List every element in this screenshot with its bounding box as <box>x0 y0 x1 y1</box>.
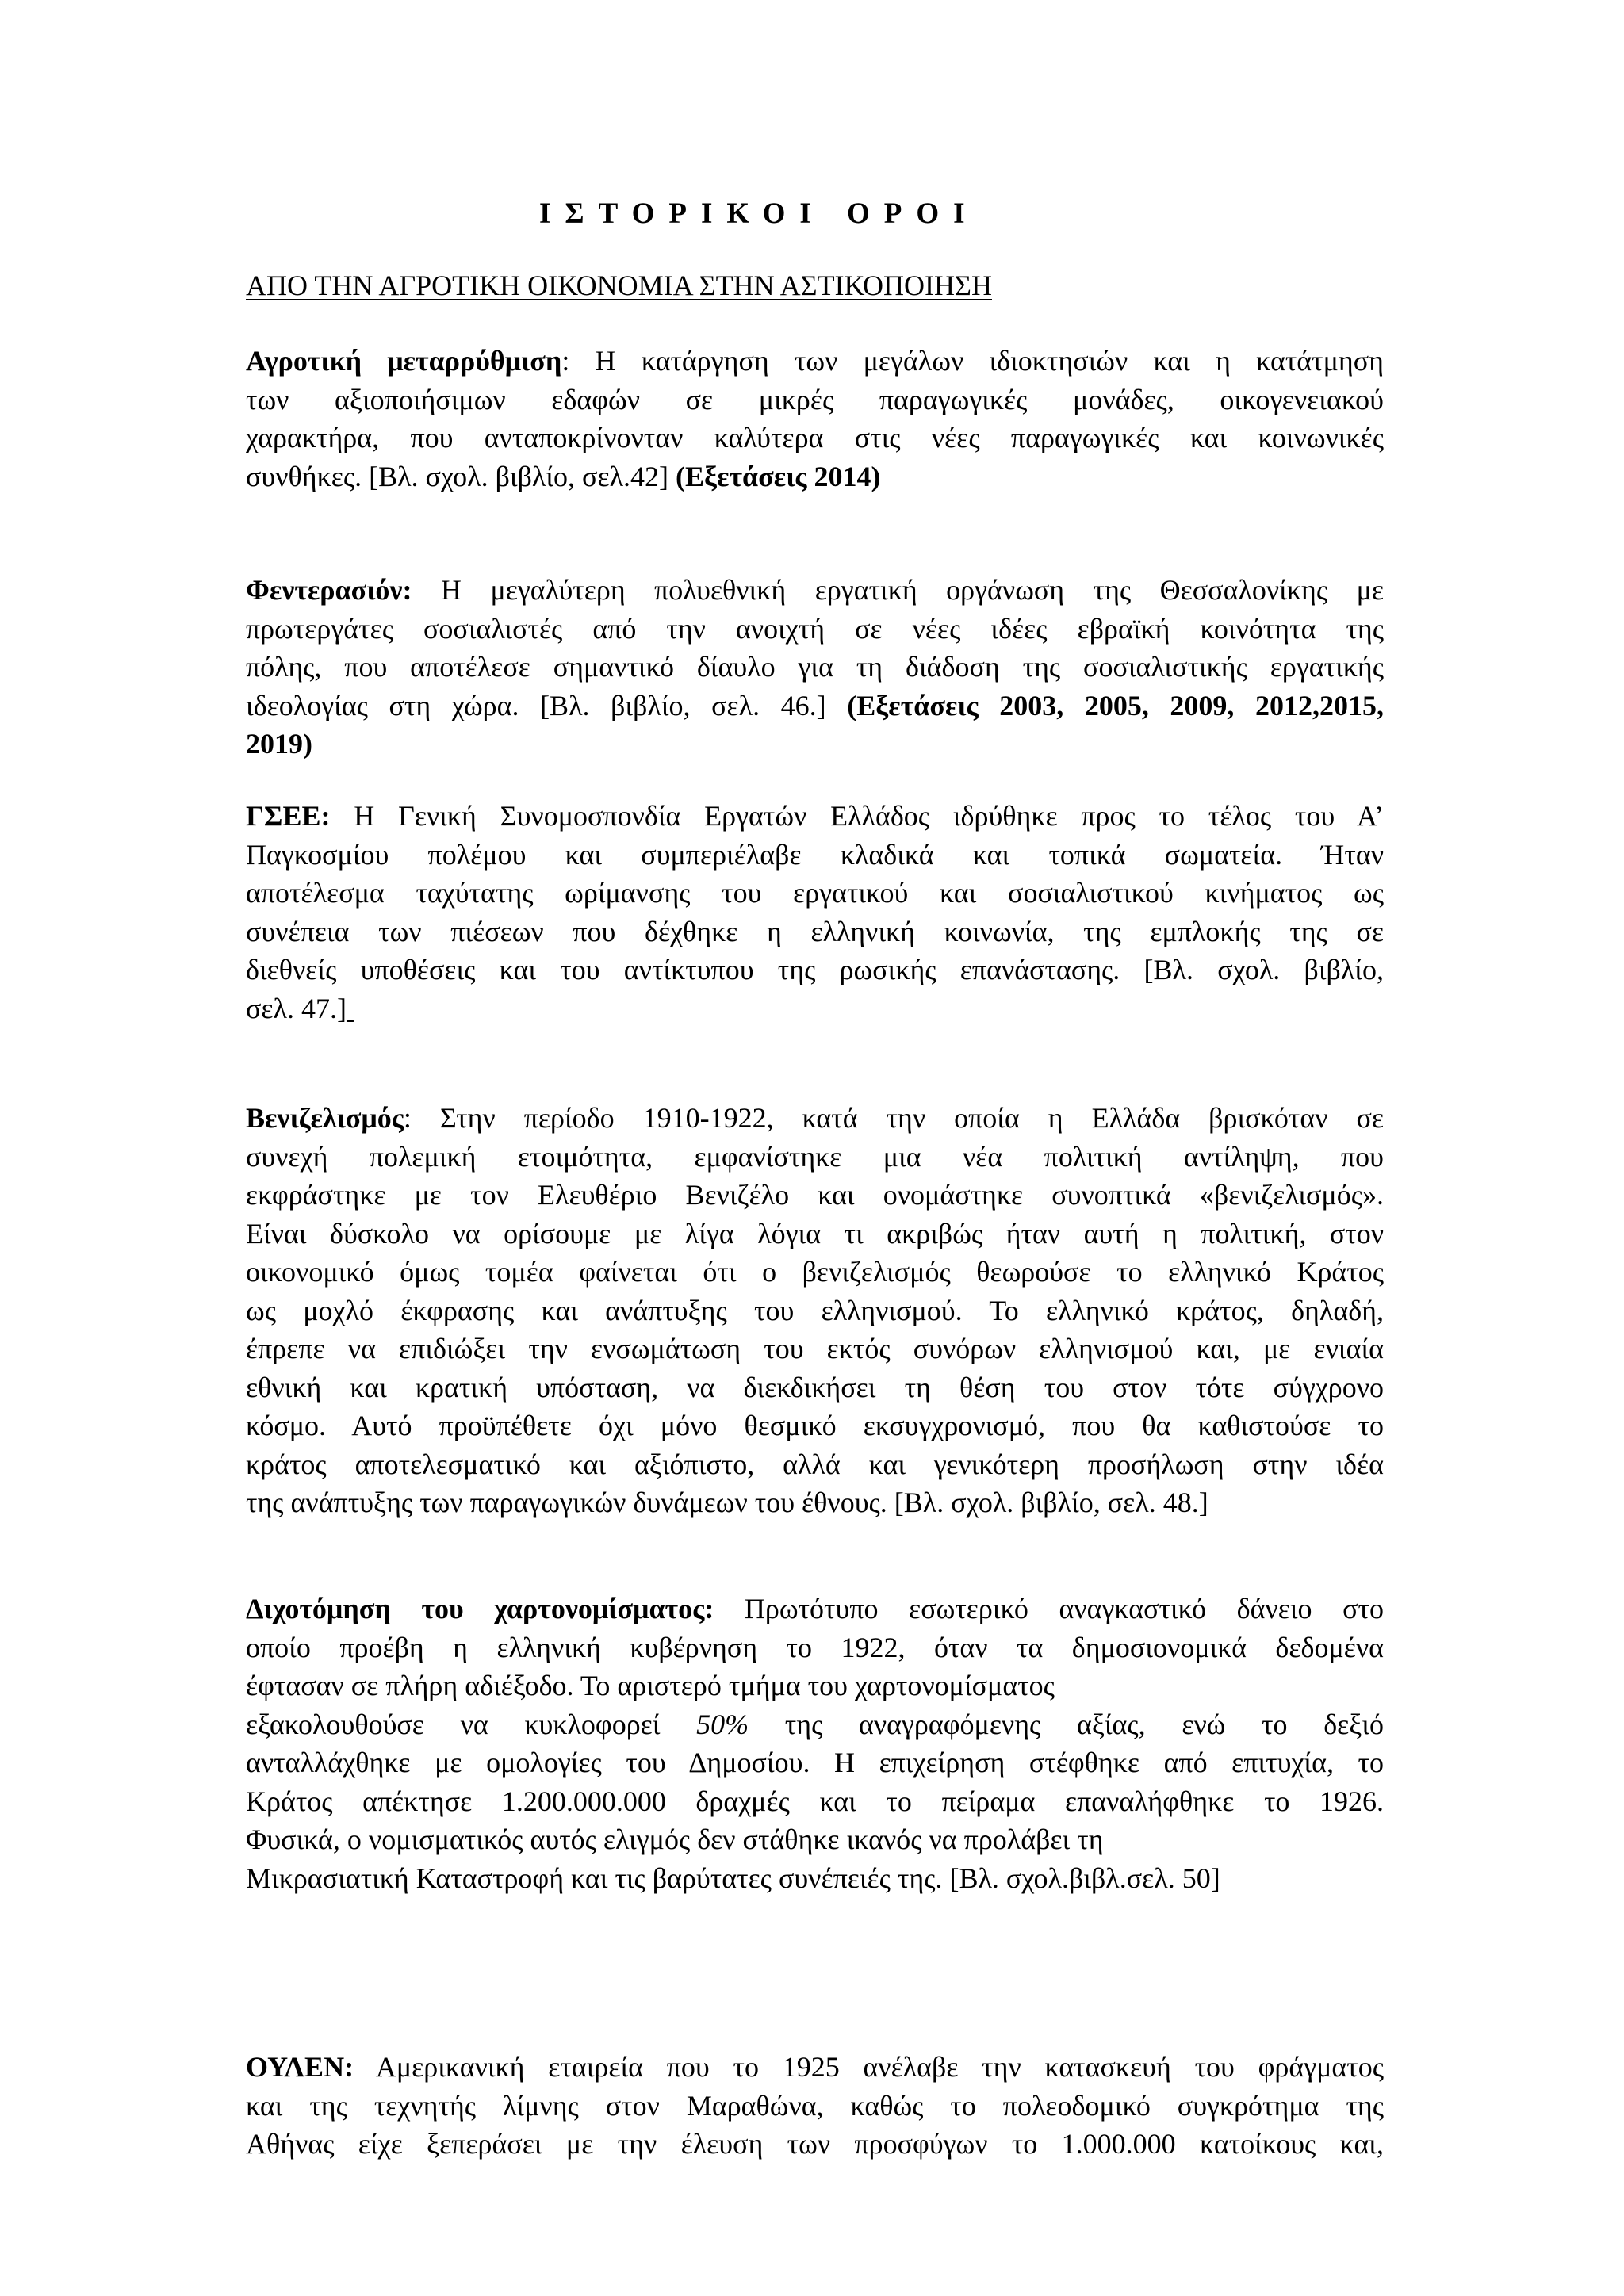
entry-line <box>246 342 1384 381</box>
entry-line <box>246 1590 1384 1628</box>
entry-line: διεθνείς υποθέσεις και του αντίκτυπου της ρωσικής επανάστασης. [Βλ. σχολ. βιβλίο, <box>246 954 1384 985</box>
entry-text: Αμερικανική εταιρεία που το 1925 ανέλαβε την κατασκευή του φράγματος <box>354 2051 1384 2083</box>
entry-line: χαρακτήρα, που ανταποκρίνονταν καλύτερα στις νέες παραγωγικές και κοινωνικές <box>246 422 1384 453</box>
section-heading: ΑΠΟ ΤΗΝ ΑΓΡΟΤΙΚΗ ΟΙΚΟΝΟΜΙΑ ΣΤΗΝ ΑΣΤΙΚΟΠΟΙΗΣΗ <box>246 270 992 301</box>
entry-text: : Η κατάργηση των μεγάλων ιδιοκτησιών και η κατάτμηση <box>561 345 1384 377</box>
entry-oulen <box>246 2048 1384 2164</box>
entry-line: πόλης, που αποτέλεσε σημαντικό δίαυλο για τη διάδοση της σοσιαλιστικής εργατικής <box>246 651 1384 683</box>
entry-line: Φυσικά, ο νομισματικός αυτός ελιγμός δεν στάθηκε ικανός να προλάβει τη <box>246 1823 1104 1855</box>
entry-text: εξακολουθούσε να κυκλοφορεί <box>246 1708 697 1740</box>
entry-dichotomisi-chartonomismatos <box>246 1590 1384 1897</box>
entry-term: Βενιζελισμός <box>246 1102 404 1134</box>
entry-line: εκφράστηκε με τον Ελευθέριο Βενιζέλο και ονομάστηκε συνοπτικά «βενιζελισμός». <box>246 1179 1384 1211</box>
entry-term: Φεντερασιόν: <box>246 574 412 606</box>
entry-text: της αναγραφόμενης αξίας, ενώ το δεξιό <box>749 1708 1385 1740</box>
entry-term: Διχοτόμηση του χαρτονομίσματος: <box>246 1593 714 1624</box>
entry-text: : Στην περίοδο 1910-1922, κατά την οποία η Ελλάδα βρισκόταν σε <box>403 1102 1384 1134</box>
entry-line <box>246 457 1384 496</box>
entry-line: και της τεχνητής λίμνης στον Μαραθώνα, καθώς το πολεοδομικό συγκρότημα της <box>246 2089 1384 2122</box>
entry-text: Η Γενική Συνομοσπονδία Εργατών Ελλάδος ιδρύθηκε προς το τέλος του Α’ <box>330 800 1384 832</box>
entry-term: ΓΣΕΕ: <box>246 800 331 832</box>
entry-line <box>246 1705 1384 1744</box>
entry-line: συνεχή πολεμική ετοιμότητα, εμφανίστηκε μια νέα πολιτική αντίληψη, που <box>246 1140 1384 1173</box>
entry-line: Αθήνας είχε ξεπεράσει με την έλευση των προσφύγων το 1.000.000 κατοίκους και, <box>246 2128 1384 2160</box>
entry-line: αποτέλεσμα ταχύτατης ωρίμανσης του εργατικού και σοσιαλιστικού κινήματος ως <box>246 877 1384 909</box>
entry-line: πρωτεργάτες σοσιαλιστές από την ανοιχτή σε νέες ιδέες εβραϊκή κοινότητα της <box>246 612 1384 645</box>
entry-term: ΟΥΛΕΝ: <box>246 2051 354 2083</box>
entry-line: οικονομικό όμως τομέα φαίνεται ότι ο βενιζελισμός θεωρούσε το ελληνικό Κράτος <box>246 1256 1384 1288</box>
entry-line: κράτος αποτελεσματικό και αξιόπιστο, αλλά και γενικότερη προσήλωση στην ιδέα <box>246 1448 1384 1480</box>
entry-term: Αγροτική μεταρρύθμιση <box>246 345 562 377</box>
entry-line <box>246 989 1384 1028</box>
entry-line: Είναι δύσκολο να ορίσουμε με λίγα λόγια τι ακριβώς ήταν αυτή η πολιτική, στον <box>246 1217 1384 1249</box>
entry-line <box>246 1099 1384 1138</box>
entry-line: έφτασαν σε πλήρη αδιέξοδο. Το αριστερό τμήμα του χαρτονομίσματος <box>246 1670 1055 1701</box>
entry-line: έπρεπε να επιδιώξει την ενσωμάτωση του εκτός συνόρων ελληνισμού και, με ενιαία <box>246 1333 1384 1364</box>
entry-line <box>246 571 1384 610</box>
entry-line: Μικρασιατική Καταστροφή και τις βαρύτατες συνέπειές της. [Βλ. σχολ.βιβλ.σελ. 50] <box>246 1862 1220 1894</box>
exam-years: 2019) <box>246 728 312 760</box>
entry-line <box>246 797 1384 836</box>
entry-text: Πρωτότυπο εσωτερικό αναγκαστικό δάνειο στο <box>714 1593 1384 1624</box>
entry-venizelismos <box>246 1099 1384 1522</box>
entry-line: των αξιοποιήσιμων εδαφών σε μικρές παραγωγικές μονάδες, οικογενειακού <box>246 383 1384 415</box>
exam-years: (Εξετάσεις 2014) <box>676 460 881 492</box>
entry-line <box>246 2048 1384 2087</box>
entry-text: ιδεολογίας στη χώρα. [Βλ. βιβλίο, σελ. 46.] <box>246 689 848 721</box>
entry-line: ανταλλάχθηκε με ομολογίες του Δημοσίου. Η επιχείρηση στέφθηκε από επιτυχία, το <box>246 1747 1384 1778</box>
entry-line: της ανάπτυξης των παραγωγικών δυνάμεων του έθνους. [Βλ. σχολ. βιβλίο, σελ. 48.] <box>246 1487 1208 1518</box>
entry-line <box>246 725 1384 763</box>
entry-text: συνθήκες. [Βλ. σχολ. βιβλίο, σελ.42] <box>246 460 676 492</box>
exam-years: (Εξετάσεις 2003, 2005, 2009, 2012,2015, <box>847 689 1384 721</box>
entry-gsee <box>246 797 1384 1027</box>
entry-line: Κράτος απέκτησε 1.200.000.000 δραχμές και το πείραμα επαναλήφθηκε το 1926. <box>246 1785 1384 1817</box>
entry-text: Η μεγαλύτερη πολυεθνική εργατική οργάνωση της Θεσσαλονίκης με <box>412 574 1384 606</box>
entry-line: ως μοχλό έκφρασης και ανάπτυξης του ελληνισμού. Το ελληνικό κράτος, δηλαδή, <box>246 1294 1384 1326</box>
entry-italic-value: 50% <box>696 1708 749 1740</box>
entry-line: Παγκοσμίου πολέμου και συμπεριέλαβε κλαδικά και τοπικά σωματεία. Ήταν <box>246 838 1384 871</box>
entry-line: οποίο προέβη η ελληνική κυβέρνηση το 1922, όταν τα δημοσιονομικά δεδομένα <box>246 1631 1384 1663</box>
entry-text: σελ. 47.] <box>246 992 347 1024</box>
document-title: ΙΣΤΟΡΙΚΟΙ ΟΡΟΙ <box>539 197 979 230</box>
entry-line <box>246 687 1384 725</box>
entry-line: κόσμο. Αυτό προϋπέθετε όχι μόνο θεσμικό εκσυγχρονισμό, που θα καθιστούσε το <box>246 1410 1384 1441</box>
entry-line: εθνική και κρατική υπόσταση, να διεκδικήσει τη θέση του στον τότε σύγχρονο <box>246 1371 1384 1403</box>
entry-line: συνέπεια των πιέσεων που δέχθηκε η ελληνική κοινωνία, της εμπλοκής της σε <box>246 915 1384 947</box>
entry-agrotiki-metarrythmisi <box>246 342 1384 496</box>
entry-federasion <box>246 571 1384 763</box>
